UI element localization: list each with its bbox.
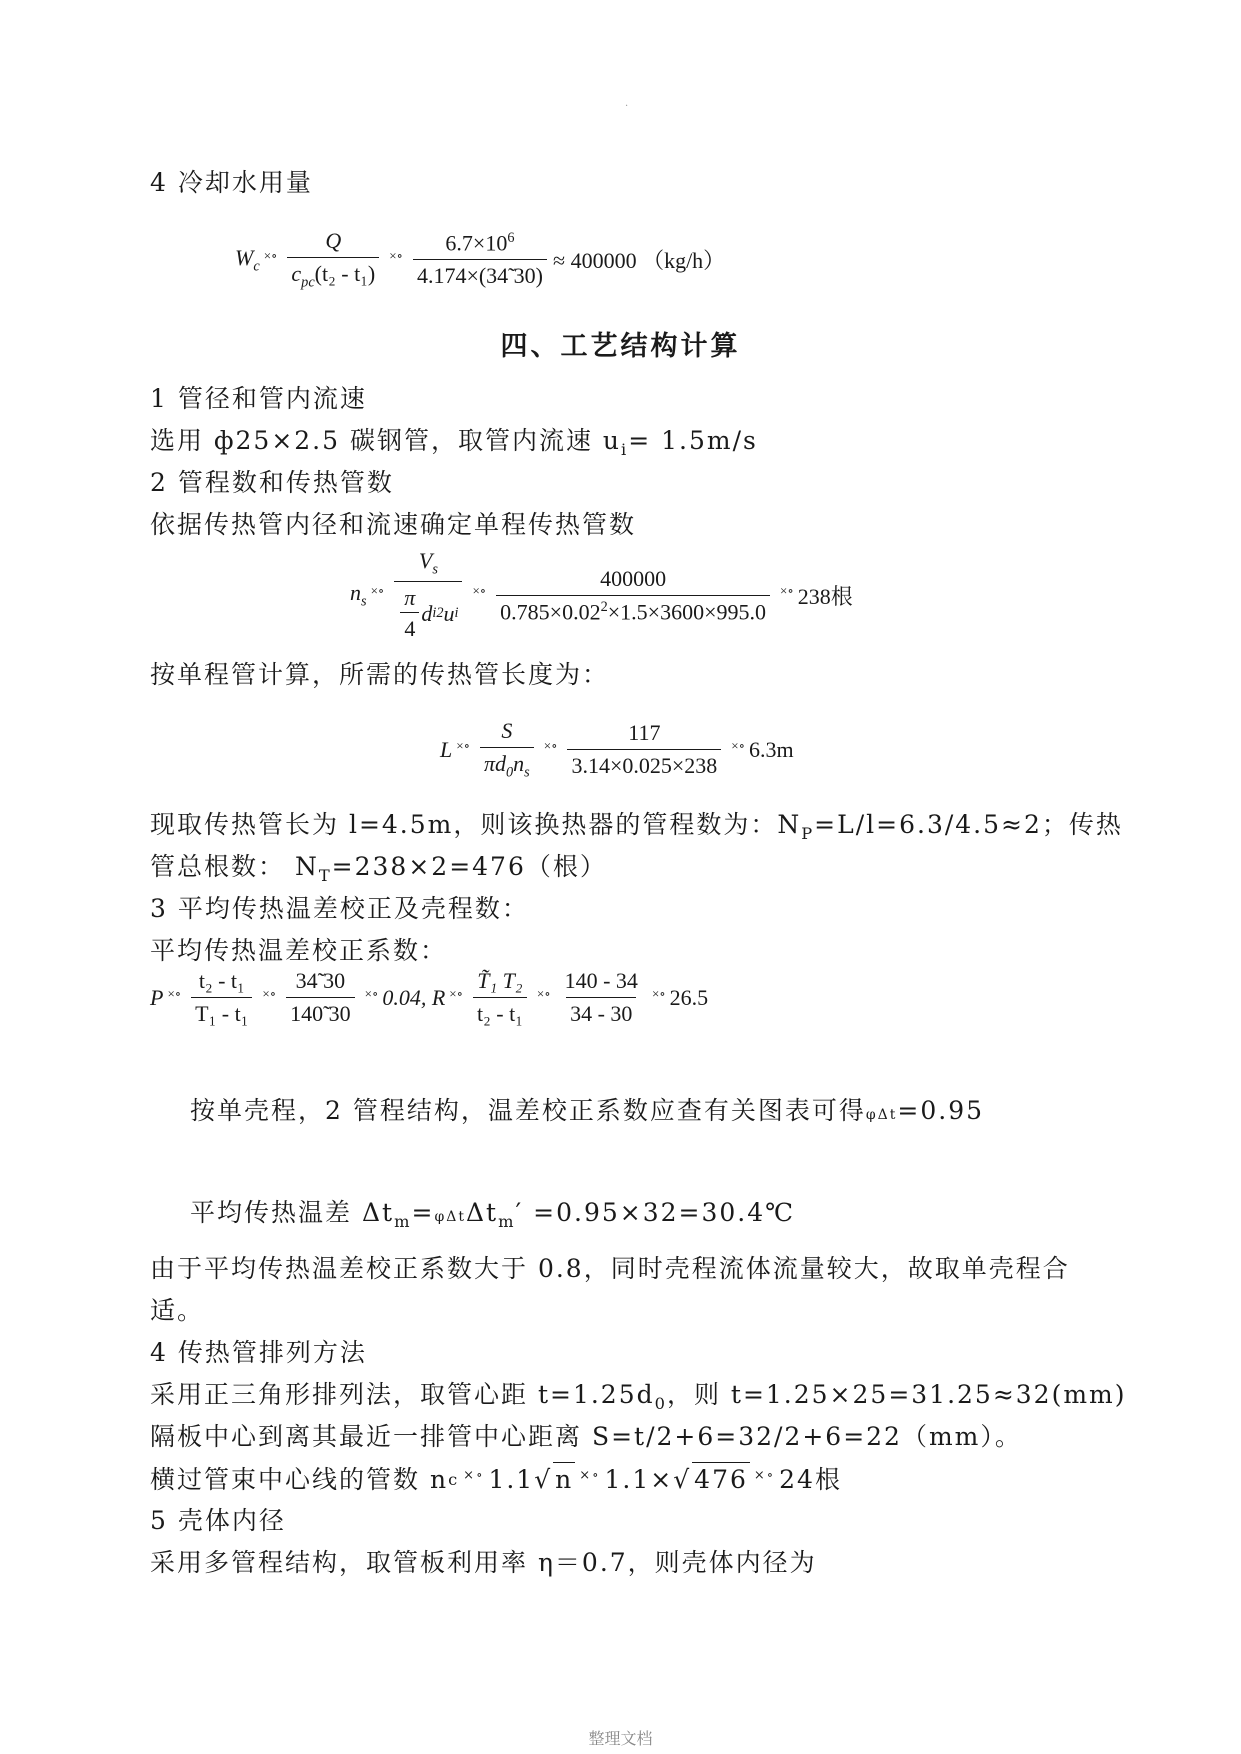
- equation-ns: $n_s$ ×∘ $V_s$ $\frac{\pi}{4}$ d i 2 u i ×∘ $\frac{400000}{0.785\times 0.02^2\times 1.5\times 3600\times 995.0}$ ×∘ 238根: [350, 548, 853, 642]
- text-baffle-distance: 隔板中心到离其最近一排管中心距离 S=t/2+6=32/2+6=22（mm）。: [150, 1422, 1022, 1451]
- section-title-tube-count: 2 管程数和传热管数: [150, 468, 394, 497]
- text-shell-diameter: 采用多管程结构，取管板利用率 η＝0.7，则壳体内径为: [150, 1548, 817, 1577]
- equation-cooling-water: [235, 228, 725, 291]
- eq-mark: ×∘: [389, 247, 403, 263]
- section-title-shell-diameter: 5 壳体内径: [150, 1506, 286, 1535]
- text-conclusion-b: 适。: [150, 1296, 205, 1325]
- text-conclusion-a: 由于平均传热温差校正系数大于 0.8，同时壳程流体流量较大，故取单壳程合: [150, 1254, 1070, 1283]
- eq-mark: ×∘: [263, 247, 278, 263]
- text-tube-count: 依据传热管内径和流速确定单程传热管数: [150, 510, 637, 539]
- text-single-shell: 按单壳程，2 管程结构，温差校正系数应查有关图表可得φΔt=0.95: [190, 1096, 985, 1125]
- fraction-numeric: $\frac{6.7\times 10^6}{4.174\times(34̃ 30)}$: [413, 230, 547, 289]
- fraction-q: $\frac{Q}{c_{pc}(t_2 - t_1)}$: [287, 228, 379, 291]
- section-title-arrangement: 4 传热管排列方法: [150, 1338, 367, 1367]
- text-passes: 现取传热管长为 l=4.5m，则该换热器的管程数为：$N_P=L/l=6.3/4.5\approx 2$；传热: [150, 810, 1123, 843]
- section-title-temperature: 3 平均传热温差校正及壳程数：: [150, 894, 529, 923]
- text-length-required: 按单程管计算，所需的传热管长度为：: [150, 660, 610, 689]
- fraction-ns-numeric: $\frac{400000}{0.785\times 0.02^2\times 1.5\times 3600\times 995.0}$: [496, 566, 770, 625]
- text-correction-factor: 平均传热温差校正系数：: [150, 936, 448, 965]
- text-total-tubes: 管总根数： $N_T=238\times 2=476$（根）: [150, 852, 607, 885]
- eq-lhs: $W_c$: [235, 244, 260, 274]
- page-footer: 整理文档: [588, 1729, 653, 1748]
- eq-result: ≈ 400000 （kg/h）: [553, 248, 726, 274]
- text-mean-temp-diff: 平均传热温差 $\Delta t_m=\varphi\Delta t\Delta t_m'$ =0.95×32=30.4℃: [190, 1198, 796, 1231]
- text-pitch: 采用正三角形排列法，取管心距 $t=1.25d_0$，则 t=1.25×25=31.25≈32(mm): [150, 1380, 1127, 1413]
- equation-length: L ×∘ $\frac{S}{\pi d_0n_s}$ ×∘ $\frac{117}{3.14\times 0.025\times 238}$ ×∘ 6.3m: [440, 718, 794, 781]
- equation-p-r: P ×∘ $\frac{\text{t₂ - t₁}}{\text{T₁ - t₁}}$ ×∘ $\frac{34̃ 30}{140̃ 30}$ ×∘ 0.04, R ×∘ $\frac{\text{T̃₁ T₂}}{\text{t₂ - t₁}}$ ×∘ $\frac{140 - 34}{34 - 30}$ ×∘ 26.5: [150, 968, 709, 1026]
- text-tubes-centerline: 横过管束中心线的管数 n c ×∘ 1.1 √ n ×∘ 1.1× √ 476 ×∘ 24根: [150, 1462, 842, 1497]
- section-title-diameter: 1 管径和管内流速: [150, 384, 367, 413]
- section-title-cooling-water: 4 冷却水用量: [150, 168, 313, 197]
- fraction-vs: $V_s$ $\frac{\pi}{4}$ d i 2 u i: [394, 548, 462, 642]
- text-tube-selection: 选用 ф25×2.5 碳钢管，取管内流速 $u_i= 1.5m/s$: [150, 426, 758, 459]
- chapter-heading: 四、工艺结构计算: [500, 331, 741, 362]
- header-dot: .: [625, 98, 629, 109]
